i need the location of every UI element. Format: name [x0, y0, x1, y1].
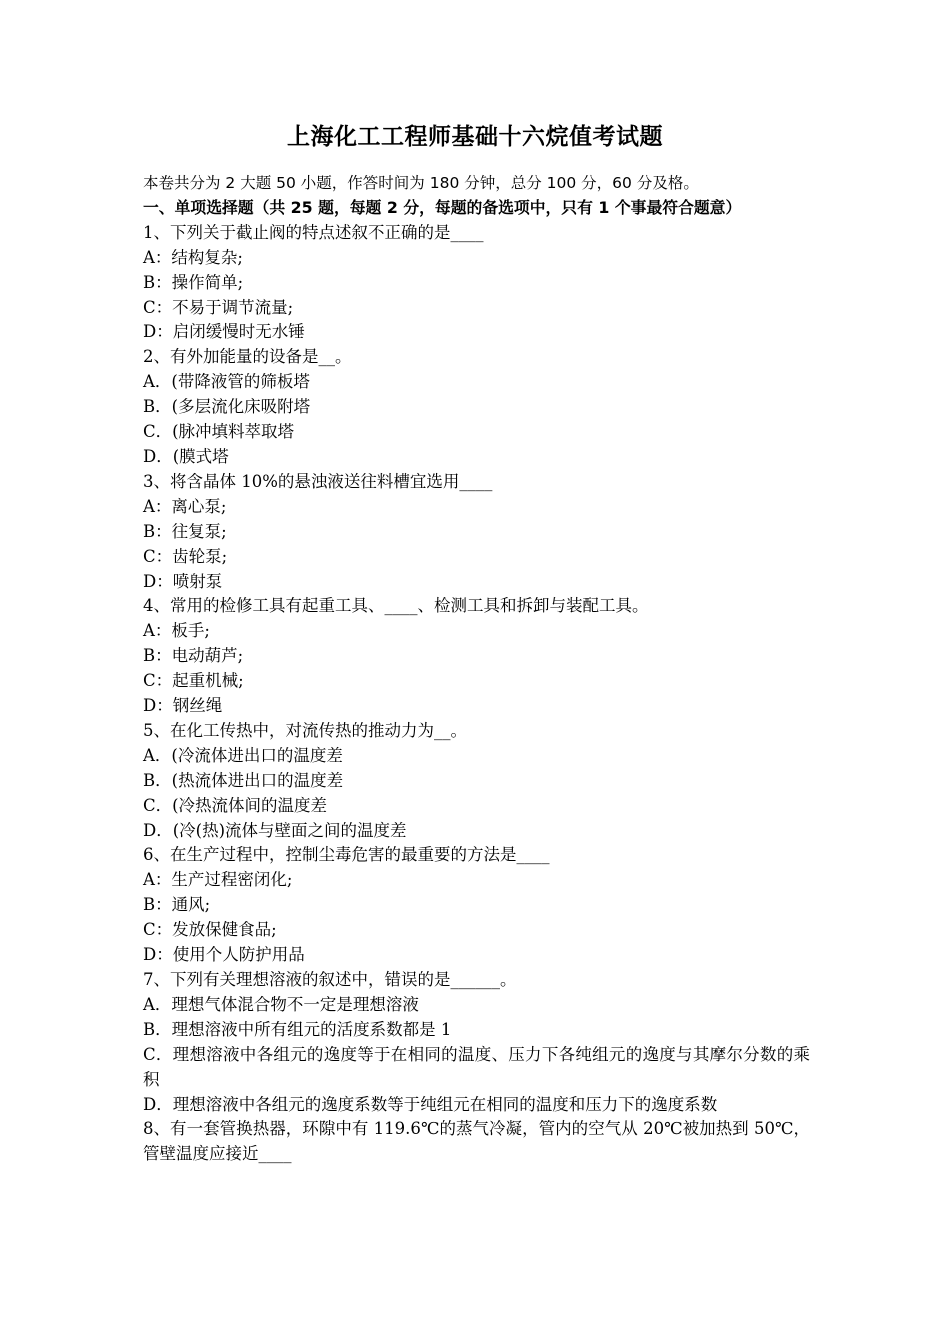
question-8 [143, 1117, 810, 1167]
option-b: B．(多层流化床吸附塔 [143, 397, 311, 417]
option-d: D：喷射泵 [143, 571, 223, 591]
question-stem: 3、将含晶体 10%的悬浊液送往料槽宜选用____ [143, 471, 493, 491]
question-stem: 8、有一套管换热器，环隙中有 119.6℃的蒸气冷凝，管内的空气从 20℃被加热到 50℃，管壁温度应接近____ [143, 1119, 810, 1164]
option-b: B．理想溶液中所有组元的活度系数都是 1 [143, 1019, 452, 1039]
option-c: C：齿轮泵; [143, 546, 228, 566]
question-stem: 1、下列关于截止阀的特点述叙不正确的是____ [143, 222, 484, 242]
question-stem: 7、下列有关理想溶液的叙述中，错误的是______。 [143, 970, 517, 989]
question-stem: 4、常用的检修工具有起重工具、____、检测工具和拆卸与装配工具。 [143, 596, 649, 616]
question-stem: 6、在生产过程中，控制尘毒危害的最重要的方法是____ [143, 845, 550, 865]
option-a: A：结构复杂; [143, 247, 243, 267]
option-c: C：不易于调节流量; [143, 297, 294, 317]
option-c: C：起重机械; [143, 671, 244, 691]
question-stem: 5、在化工传热中，对流传热的推动力为__。 [143, 720, 467, 740]
option-c: C．理想溶液中各组元的逸度等于在相同的温度、压力下各纯组元的逸度与其摩尔分数的乘积 [143, 1044, 810, 1089]
option-d: D．理想溶液中各组元的逸度系数等于纯组元在相同的温度和压力下的逸度系数 [143, 1094, 718, 1114]
document-body [143, 171, 810, 1167]
question-stem: 2、有外加能量的设备是__。 [143, 347, 352, 367]
question-6 [143, 843, 810, 968]
option-d: D：钢丝绳 [143, 696, 223, 716]
document-title: 上海化工工程师基础十六烷值考试题 [287, 124, 663, 150]
exam-intro: 本卷共分为 2 大题 50 小题，作答时间为 180 分钟，总分 100 分，60 分及格。 [143, 174, 699, 192]
option-b: B：操作简单; [143, 272, 244, 292]
option-b: B：通风; [143, 895, 211, 915]
option-a: A．(冷流体进出口的温度差 [143, 745, 343, 765]
option-c: C．(脉冲填料萃取塔 [143, 422, 295, 442]
option-a: A：板手; [143, 621, 210, 641]
question-7 [143, 968, 810, 1117]
option-c: C：发放保健食品; [143, 920, 277, 940]
question-2 [143, 345, 810, 470]
option-a: A．(带降液管的筛板塔 [143, 372, 310, 392]
question-4 [143, 594, 810, 719]
option-c: C．(冷热流体间的温度差 [143, 795, 328, 815]
question-5 [143, 719, 810, 844]
option-a: A．理想气体混合物不一定是理想溶液 [143, 994, 419, 1014]
option-d: D．(膜式塔 [143, 446, 229, 466]
option-a: A：离心泵; [143, 496, 227, 516]
question-3 [143, 470, 810, 595]
section-heading: 一、单项选择题（共 25 题，每题 2 分，每题的备选项中，只有 1 个事最符合题意） [143, 197, 742, 217]
option-b: B．(热流体进出口的温度差 [143, 770, 344, 790]
option-d: D：使用个人防护用品 [143, 945, 305, 965]
option-d: D．(冷(热)流体与壁面之间的温度差 [143, 820, 407, 840]
option-d: D：启闭缓慢时无水锤 [143, 322, 305, 342]
option-b: B：往复泵; [143, 521, 227, 541]
option-b: B：电动葫芦; [143, 646, 244, 666]
option-a: A：生产过程密闭化; [143, 870, 293, 890]
question-1 [143, 221, 810, 346]
